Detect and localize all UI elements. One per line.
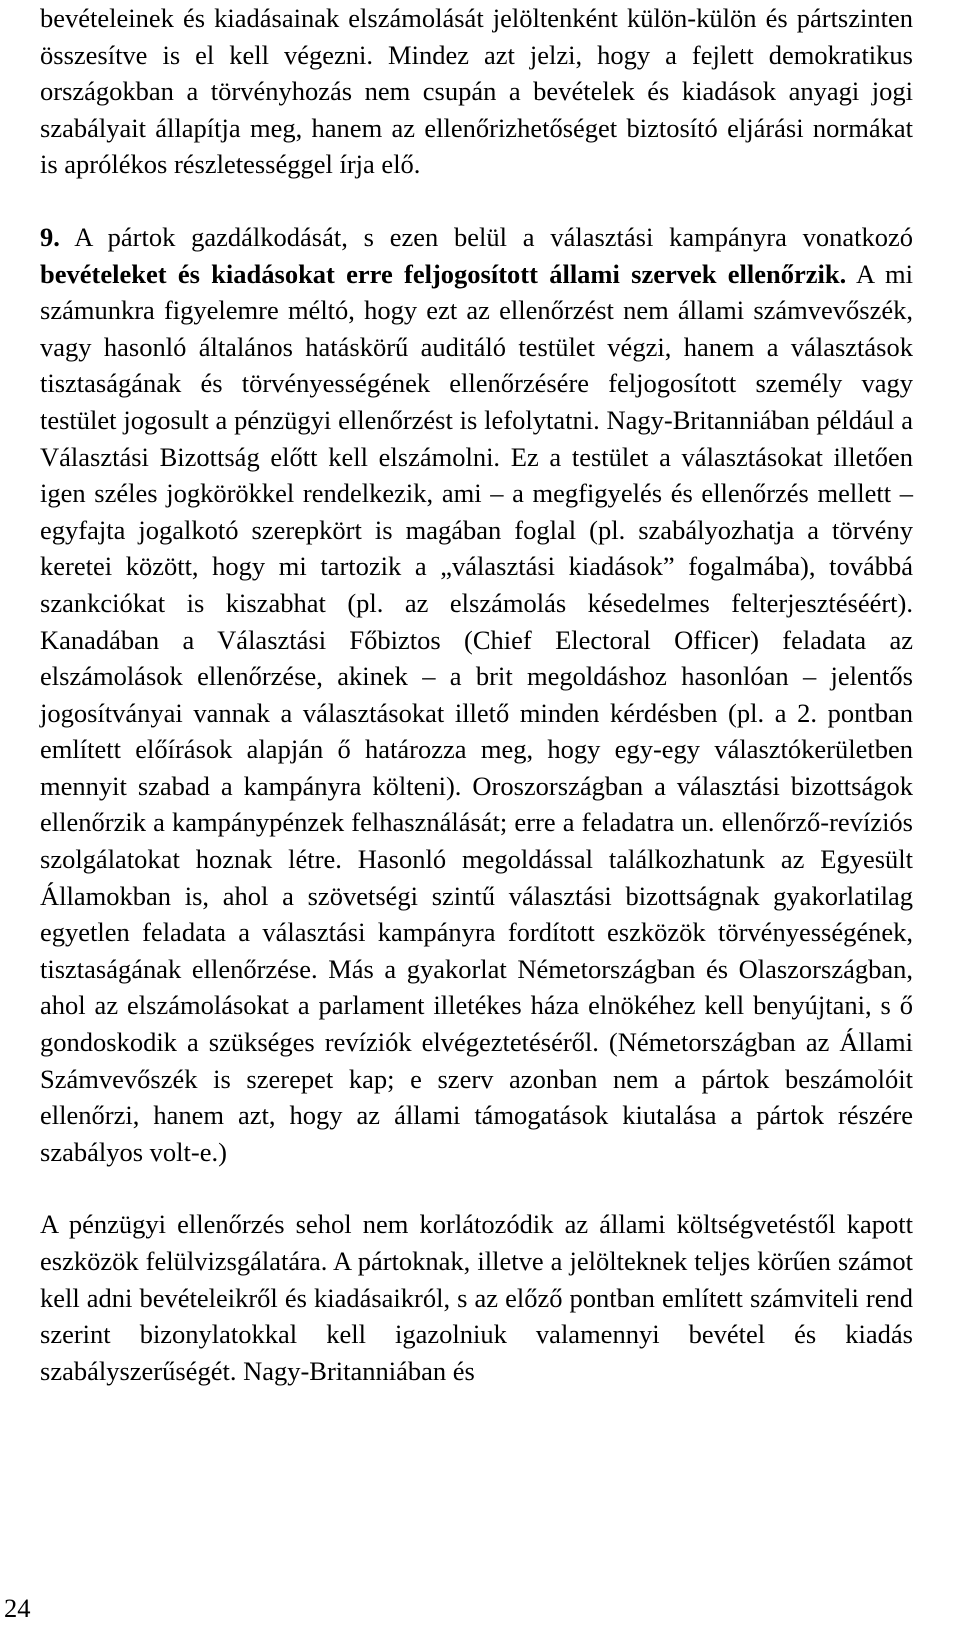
section-body-text: A mi számunkra figyelemre méltó, hogy ezt az ellenőrzést nem állami számvevőszék, vagy hasonló általános hatáskörű auditáló testület végzi, hanem a választások tisztaságának és törvényességének ellenőrzésére feljogosított személy vagy testület jogosult a pénzügyi ellenőrzést is lefolytatni. Nagy-Britanniában például a Választási Bizottság előtt kell elszámolni. Ez a testület a választásokat illetően igen széles jogkörökkel rendelkezik, ami – a megfigyelés és ellenőrzés mellett – egyfajta jogalkotó szerepkört is magában foglal (pl. szabályozhatja a törvény keretei között, hogy mi tartozik a „választási kiadások” fogalmába), továbbá szankciókat is kiszabhat (pl. az elszámolás késedelmes felterjesztéséért). Kanadában a Választási Főbiztos (Chief Electoral Officer) feladata az elszámolások ellenőrzése, akinek – a brit megoldáshoz hasonlóan – jelentős jogosítványai vannak a választásokat illető minden kérdésben (pl. a 2. pontban említett előírások alapján ő határozza meg, hogy egy-egy választókerületben mennyit szabad a kampányra költeni). Oroszországban a választási bizottságok ellenőrzik a kampánypénzek felhasználását; erre a feladatra un. ellenőrző-revíziós szolgálatokat hoznak létre. Hasonló megoldással találkozhatunk az Egyesült Államokban is, ahol a szövetségi szintű választási bizottságnak gyakorlatilag egyetlen feladata a választási kampányra fordított eszközök törvényességének, tisztaságának ellenőrzése. Más a gyakorlat Németországban és Olaszországban, ahol az elszámolásokat a parlament illetékes háza elnökéhez kell benyújtani, s ő gondoskodik a szükséges revíziók elvégeztetéséről. (Németországban az Állami Számvevőszék is szerepet kap; e szerv azonban nem a pártok beszámolóit ellenőrzi, hanem azt, hogy az állami támogatások kiutalása a pártok részére szabályos volt-e.) <box>40 258 913 1167</box>
document-page <box>40 0 913 1389</box>
section-lead-text: A pártok gazdálkodását, s ezen belül a választási kampányra vonatkozó <box>59 221 913 252</box>
section-number: 9. <box>40 221 60 252</box>
section-lead-bold-text: bevételeket és kiadásokat erre feljogosított állami szervek ellenőrzik. <box>40 258 847 289</box>
section-9-paragraph <box>40 219 913 1170</box>
intro-paragraph: bevételeinek és kiadásainak elszámolását jelöltenként külön-külön és pártszinten összesítve is el kell végezni. Mindez azt jelzi, hogy a fejlett demokratikus országokban a törvényhozás nem csupán a bevételek és kiadások anyagi jogi szabályait állapítja meg, hanem az ellenőrizhetőséget biztosító eljárási normákat is aprólékos részletességgel írja elő. <box>40 3 913 180</box>
final-paragraph: A pénzügyi ellenőrzés sehol nem korlátozódik az állami költségvetéstől kapott eszközök felülvizsgálatára. A pártoknak, illetve a jelölteknek teljes körűen számot kell adni bevételeikről és kiadásaikról, s az előző pontban említett számviteli rend szerint bizonylatokkal kell igazolniuk valamennyi bevétel és kiadás szabályszerűségét. Nagy-Britanniában és <box>40 1209 913 1386</box>
page-number: 24 <box>4 1593 31 1623</box>
